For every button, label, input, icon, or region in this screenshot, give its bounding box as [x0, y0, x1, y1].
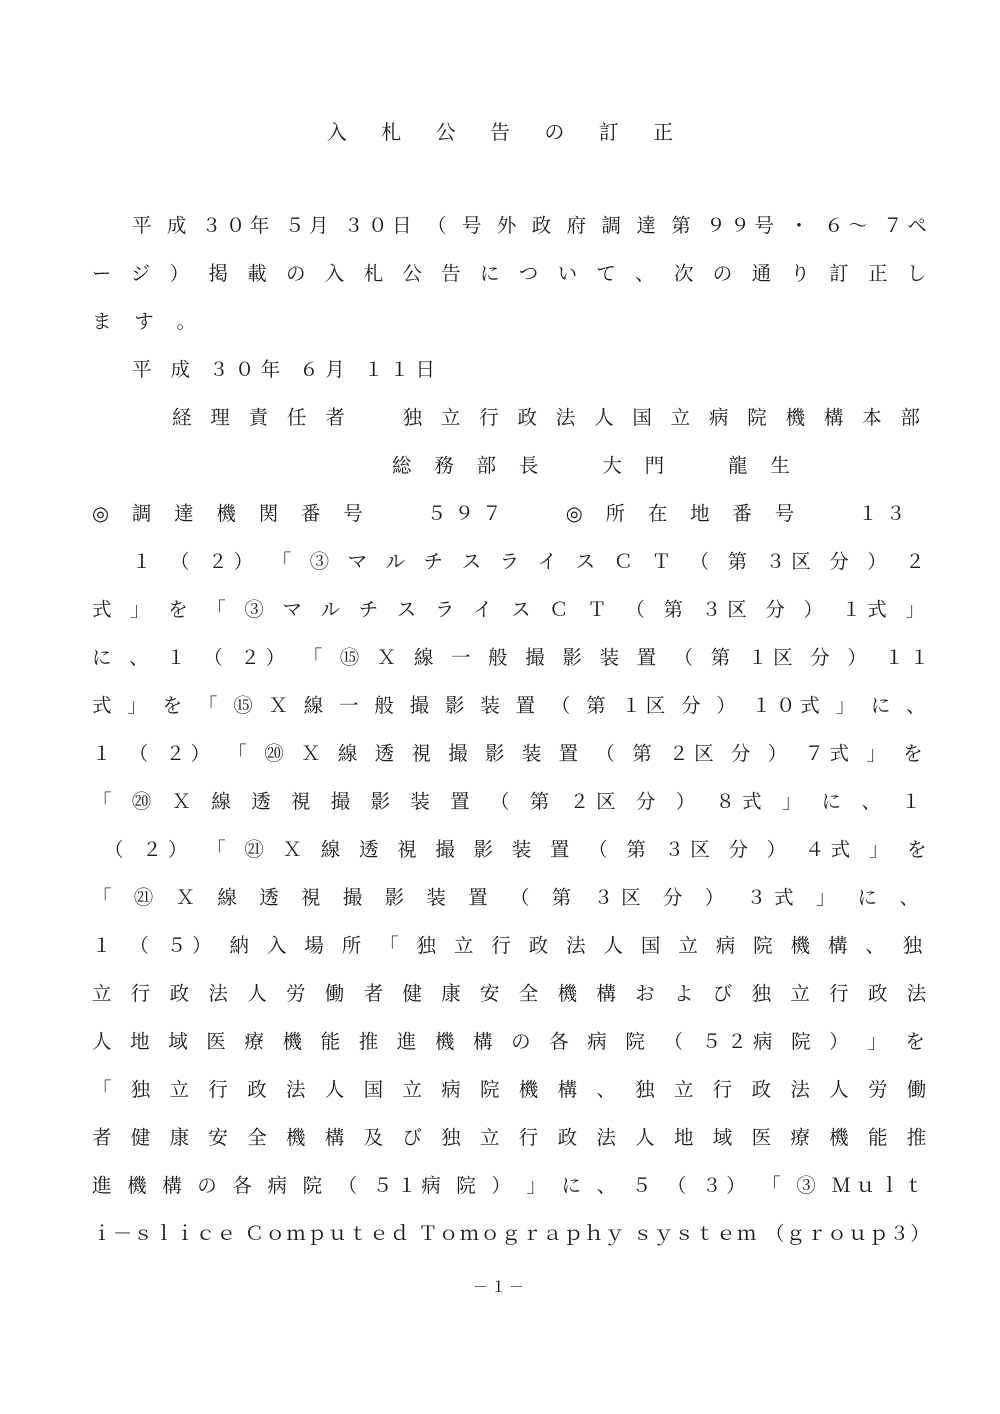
text-line: 立 行 政 法 人 労 働 者 健 康 安 全 機 構 お よ び 独 立 行 政 法 [92, 982, 933, 1005]
page-number: －１－ [472, 1278, 527, 1296]
text-line: ー ジ ） 掲 載 の 入 札 公 告 に つ い て 、 次 の 通 り 訂 正 し [92, 262, 933, 285]
text-line: 「 ⑳ Ｘ 線 透 視 撮 影 装 置 （ 第 ２区 分 ） ８式 」 に 、 １ [92, 790, 928, 813]
text-line: 式 」 を 「 ③ マ ル チ ス ラ イ ス Ｃ Ｔ （ 第 ３区 分 ） １式 」 [92, 598, 932, 621]
text-line: １ （ ２） 「 ⑳ Ｘ 線 透 視 撮 影 装 置 （ 第 ２区 分 ） ７式 」 を [92, 742, 929, 765]
text-line: 「 独 立 行 政 法 人 国 立 病 院 機 構 、 独 立 行 政 法 人 労 働 [92, 1078, 933, 1101]
text-line: 経 理 責 任 者 独 立 行 政 法 人 国 立 病 院 機 構 本 部 [172, 406, 927, 429]
text-line: ◎ 調 達 機 関 番 号 ５９７ ◎ 所 在 地 番 号 １３ [92, 502, 914, 525]
text-line: ま す 。 [92, 310, 205, 333]
text-line: 進 機 構 の 各 病 院 （ ５１病 院 ） 」 に 、 ５ （ ３） 「 ③ Ｍｕｌｔ [92, 1174, 929, 1197]
text-line: 平 成 ３０年 ５月 ３０日 （ 号 外 政 府 調 達 第 ９９号 ・ ６～ ７ペ [132, 214, 932, 237]
text-line: 総 務 部 長 大 門 龍 生 [392, 454, 799, 477]
text-line: 者 健 康 安 全 機 構 及 び 独 立 行 政 法 人 地 域 医 療 機 能 推 [92, 1126, 933, 1149]
text-line: ｉ－ｓｌｉｃｅ Ｃｏｍｐｕｔｅｄ Ｔｏｍｏｇｒａｐｈｙ ｓｙｓｔｅｍ （ｇｒｏｕｐ３） [92, 1222, 932, 1245]
text-line: 人 地 域 医 療 機 能 推 進 機 構 の 各 病 院 （ ５２病 院 ） 」 を [92, 1030, 932, 1053]
text-line: 「 ㉑ Ｘ 線 透 視 撮 影 装 置 （ 第 ３区 分 ） ３式 」 に 、 [92, 886, 928, 909]
page-title: 入 札 公 告 の 訂 正 [326, 120, 688, 144]
text-line: 平 成 ３０年 ６月 １１日 [132, 358, 442, 381]
text-line: １ （ ５） 納 入 場 所 「 独 立 行 政 法 人 国 立 病 院 機 構 、 独 [92, 934, 929, 957]
text-line: １ （ ２） 「 ③ マ ル チ ス ラ イ ス Ｃ Ｔ （ 第 ３区 分 ） ２ [132, 550, 931, 573]
text-line: （ ２） 「 ㉑ Ｘ 線 透 視 撮 影 装 置 （ 第 ３区 分 ） ４式 」 を [104, 838, 933, 861]
text-line: 式 」 を 「 ⑮ Ｘ 線 一 般 撮 影 装 置 （ 第 １区 分 ） １０式 」 に 、 [92, 694, 931, 717]
text-line: に 、 １ （ ２） 「 ⑮ Ｘ 線 一 般 撮 影 装 置 （ 第 １区 分 ） １１ [92, 646, 935, 669]
